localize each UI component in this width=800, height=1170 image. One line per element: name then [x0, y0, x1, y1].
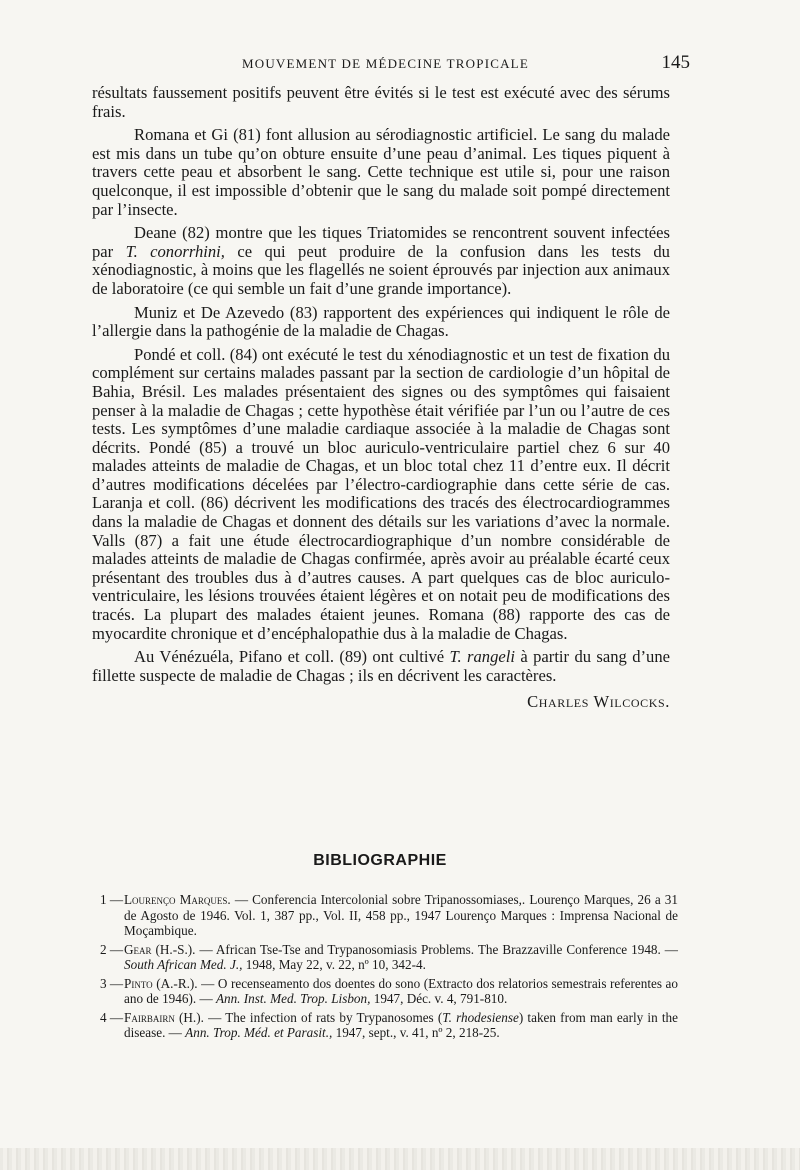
reference-text: — African Tse-Tse and Trypanosomiasis Problems. The Brazzaville Conference 1948. — — [195, 941, 678, 957]
reference-author: Pinto (A.-R.). — [124, 975, 198, 991]
reference-1 — [100, 892, 678, 939]
paragraph-3-text-a: Deane (82) montre que les tiques Triatomides se rencontrent souvent infectées par — [92, 223, 670, 261]
paragraph-6 — [92, 648, 670, 685]
reference-species: T. rhodesiense — [442, 1009, 519, 1025]
reference-author: Lourenço Marques. — [124, 892, 231, 907]
reference-text-continued: ) taken from man early in the disease. — — [124, 1009, 678, 1040]
species-name-conorrhini: T. conorrhini, — [125, 241, 225, 261]
paragraph-5: Pondé et coll. (84) ont exécuté le test du xénodiagnostic et un test de fixation du complément sur certains malades passant par la section de cardiologie d’un hôpital de Bahia, Brésil. Les malades présentaient des signes ou des symptômes qui faisaient penser à la maladie de Chagas ; cette hypothèse était vérifiée par l’un ou l’autre de ces tests. Les symptômes d’une maladie cardiaque associée à la maladie de Chagas sont décrits. Pondé (85) a trouvé un bloc auriculo-ventriculaire partiel chez 6 sur 40 malades atteints de maladie de Chagas, et un bloc total chez 11 d’entre eux. Il décrit d’autres modifications décelées par l’électro-cardiographie dans cette série de cas. Laranja et coll. (86) décrivent les modifications des tracés des électrocardiogrammes dans la maladie de Chagas et donnent des détails sur les variations d’avec la normale. Valls (87) a fait une étude électrocardiographique d’un nombre considérable de malades atteints de maladie de Chagas confirmée, après avoir au préalable écarté ceux présentant des troubles dus à d’autres causes. A part quelques cas de bloc auriculo-ventriculaire, les lésions trouvées étaient légères et on notait peu de modifications des tracés. La plupart des malades étaient jeunes. Romana (88) rapporte des cas de myocardite chronique et d’encéphalopathie dus à la maladie de Chagas. — [92, 344, 670, 643]
reference-author: Fairbairn (H.). — [124, 1009, 204, 1025]
paragraph-6-text-b: à partir du sang d’une fillette suspecte de maladie de Chagas ; ils en décrivent les caractères. — [92, 647, 670, 685]
running-head — [92, 52, 690, 76]
reference-text: — Conferencia Intercolonial sobre Tripanossomiases,. Lourenço Marques, 26 a 31 de Agosto de 1946. Vol. 1, 387 pp., Vol. II, 458 pp., 1947 Lourenço Marques : Imprensa Nacional de Moçambique. — [124, 892, 678, 938]
running-head-title: MOUVEMENT DE MÉDECINE TROPICALE — [242, 56, 529, 71]
reference-author: Gear (H.-S.). — [124, 941, 196, 957]
reference-journal: Ann. Inst. Med. Trop. Lisbon, — [215, 991, 371, 1006]
reference-citation: 1948, May 22, v. 22, nº 10, 342-4. — [242, 957, 426, 972]
paragraph-3-text-b: ce qui peut produire de la confusion dans les tests du xénodiagnostic, à moins que les flagellés ne soient éprouvés par injection aux animaux de laboratoire (ce qui semble un fait d’une grande importance). — [92, 241, 670, 298]
reference-number: 4 — — [100, 1009, 124, 1025]
author-signature: Charles Wilcocks. — [527, 692, 670, 712]
reference-number: 2 — — [100, 941, 124, 957]
bibliography-heading: BIBLIOGRAPHIE — [313, 852, 447, 869]
reference-journal: South African Med. J., — [124, 957, 243, 972]
body-text — [92, 84, 670, 712]
reference-2 — [100, 942, 678, 973]
page-number: 145 — [661, 52, 690, 73]
scan-edge-noise — [0, 1148, 800, 1170]
paragraph-3 — [92, 224, 670, 298]
reference-citation: 1947, Déc. v. 4, 791-810. — [370, 991, 508, 1006]
paragraph-1: résultats faussement positifs peuvent être évités si le test est exécuté avec des sérums frais. — [92, 83, 670, 121]
bibliography-list — [100, 892, 678, 1044]
paragraph-4: Muniz et De Azevedo (83) rapportent des expériences qui indiquent le rôle de l’allergie dans la pathogénie de la maladie de Chagas. — [92, 302, 670, 341]
species-name-rangeli: T. rangeli — [449, 647, 515, 667]
reference-text: — The infection of rats by Trypanosomes ( — [203, 1009, 443, 1025]
reference-4 — [100, 1010, 678, 1041]
paragraph-6-text-a: Au Vénézuéla, Pifano et coll. (89) ont cultivé — [134, 647, 450, 667]
reference-number: 3 — — [100, 975, 124, 991]
reference-text: — O recenseamento dos doentes do sono (Extracto dos relatorios semestrais referentes ao ano de 1946). — — [124, 975, 678, 1006]
reference-3 — [100, 976, 678, 1007]
reference-number: 1 — — [100, 892, 124, 907]
reference-journal: Ann. Trop. Méd. et Parasit., — [185, 1025, 333, 1040]
paragraph-2: Romana et Gi (81) font allusion au sérodiagnostic artificiel. Le sang du malade est mis dans un tube qu’on obture ensuite d’une peau d’animal. Les tiques piquent à travers cette peau et absorbent le sang. Cette technique est utile si, pour une raison quelconque, il est impossible d’obtenir que le sang du malade soit pompé directement par l’insecte. — [92, 125, 670, 219]
reference-citation: 1947, sept., v. 41, nº 2, 218-25. — [332, 1025, 500, 1040]
